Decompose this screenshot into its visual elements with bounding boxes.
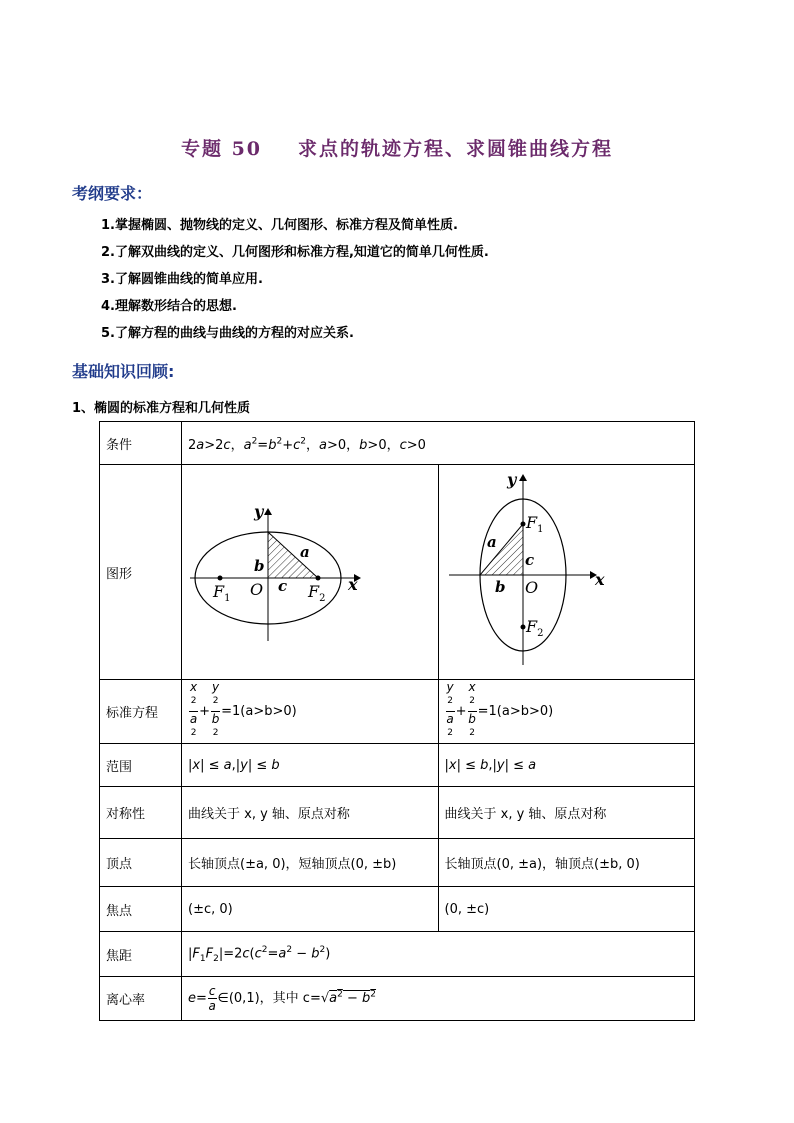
horizontal-symmetry: 曲线关于 x, y 轴、原点对称 <box>182 787 439 839</box>
focus-label-f2: $F_2$ <box>308 582 326 604</box>
page-title: 专题 50 求点的轨迹方程、求圆锥曲线方程 <box>180 138 614 160</box>
syllabus-heading: 考纲要求： <box>72 184 153 203</box>
horizontal-vertices: 长轴顶点(±a, 0)，短轴顶点(0, ±b) <box>182 839 439 887</box>
syllabus-item: 2.了解双曲线的定义、几何图形和标准方程,知道它的简单几何性质. <box>101 245 489 260</box>
x-axis-label: x <box>594 570 605 589</box>
horizontal-equation: x $^2$ a $^2$ + y $^2$ b $^2$ =1(a>b>0) <box>182 680 439 744</box>
row-label: 顶点 <box>100 839 182 887</box>
focus-label-f2: $F_2$ <box>525 617 543 639</box>
y-axis-arrow <box>519 474 527 481</box>
origin-label: O <box>250 580 264 599</box>
focus-label-f1: $F_1$ <box>213 582 231 604</box>
syllabus-item: 1.掌握椭圆、抛物线的定义、几何图形、标准方程及简单性质. <box>101 218 458 233</box>
horizontal-ellipse-diagram <box>182 465 427 675</box>
row-label: 对称性 <box>100 787 182 839</box>
focus-label-f1: $F_1$ <box>525 513 543 535</box>
review-heading: 基础知识回顾: <box>72 362 175 381</box>
row-label: 标准方程 <box>100 680 182 744</box>
focus-point <box>520 522 525 527</box>
table-row <box>100 465 695 680</box>
table-row <box>100 680 695 744</box>
vertical-foci: (0, ±c) <box>438 887 695 932</box>
row-label: 范围 <box>100 744 182 787</box>
label-b: b <box>494 578 505 596</box>
vertical-equation: y $^2$ a $^2$ + x $^2$ b $^2$ =1(a>b>0) <box>438 680 695 744</box>
table-row <box>100 744 695 787</box>
vertical-vertices: 长轴顶点(0, ±a)，轴顶点(±b, 0) <box>438 839 695 887</box>
label-c: c <box>278 577 288 595</box>
vertical-ellipse-figure <box>438 465 695 680</box>
focus-point <box>520 625 525 630</box>
table-row <box>100 422 695 465</box>
syllabus-item: 3.了解圆锥曲线的简单应用. <box>101 272 263 287</box>
shaded-triangle <box>268 532 318 578</box>
table-row <box>100 932 695 977</box>
focus-point <box>316 576 321 581</box>
row-label: 离心率 <box>100 977 182 1021</box>
label-a: a <box>300 543 310 561</box>
vertical-range: |x| ≤ b,|y| ≤ a <box>438 744 695 787</box>
label-a: a <box>486 533 497 551</box>
table-row <box>100 887 695 932</box>
ellipse-properties-table <box>99 421 695 1021</box>
y-axis-arrow <box>264 508 272 515</box>
table-row <box>100 839 695 887</box>
row-label: 焦点 <box>100 887 182 932</box>
horizontal-foci: (±c, 0) <box>182 887 439 932</box>
label-c: c <box>524 551 534 569</box>
condition-value: 2a>2c，$a^2=b^2+c^2$，a>0，b>0，c>0 <box>182 422 695 465</box>
syllabus-item: 5.了解方程的曲线与曲线的方程的对应关系. <box>101 326 354 341</box>
x-axis-label: x <box>348 575 358 594</box>
horizontal-ellipse-figure <box>182 465 439 680</box>
label-b: b <box>254 557 265 575</box>
eccentricity-value: e= $\frac{c}{a}$ ∈(0,1)，其中 $c=√a^2 - b^2$ <box>182 977 695 1021</box>
table-row <box>100 787 695 839</box>
row-label: 焦距 <box>100 932 182 977</box>
section-heading: 1、椭圆的标准方程和几何性质 <box>72 401 251 416</box>
origin-label: O <box>524 578 538 597</box>
focal-distance-value: $|F_1F_2|=2c(c^2=a^2 - b^2)$ <box>182 932 695 977</box>
focus-point <box>218 576 223 581</box>
y-axis-label: y <box>254 502 264 521</box>
vertical-ellipse-diagram <box>439 465 705 675</box>
vertical-symmetry: 曲线关于 x, y 轴、原点对称 <box>438 787 695 839</box>
horizontal-range: |x| ≤ a,|y| ≤ b <box>182 744 439 787</box>
y-axis-label: y <box>506 470 516 489</box>
row-label: 条件 <box>100 422 182 465</box>
row-label: 图形 <box>100 465 182 680</box>
syllabus-item: 4.理解数形结合的思想. <box>101 299 237 314</box>
table-row <box>100 977 695 1021</box>
